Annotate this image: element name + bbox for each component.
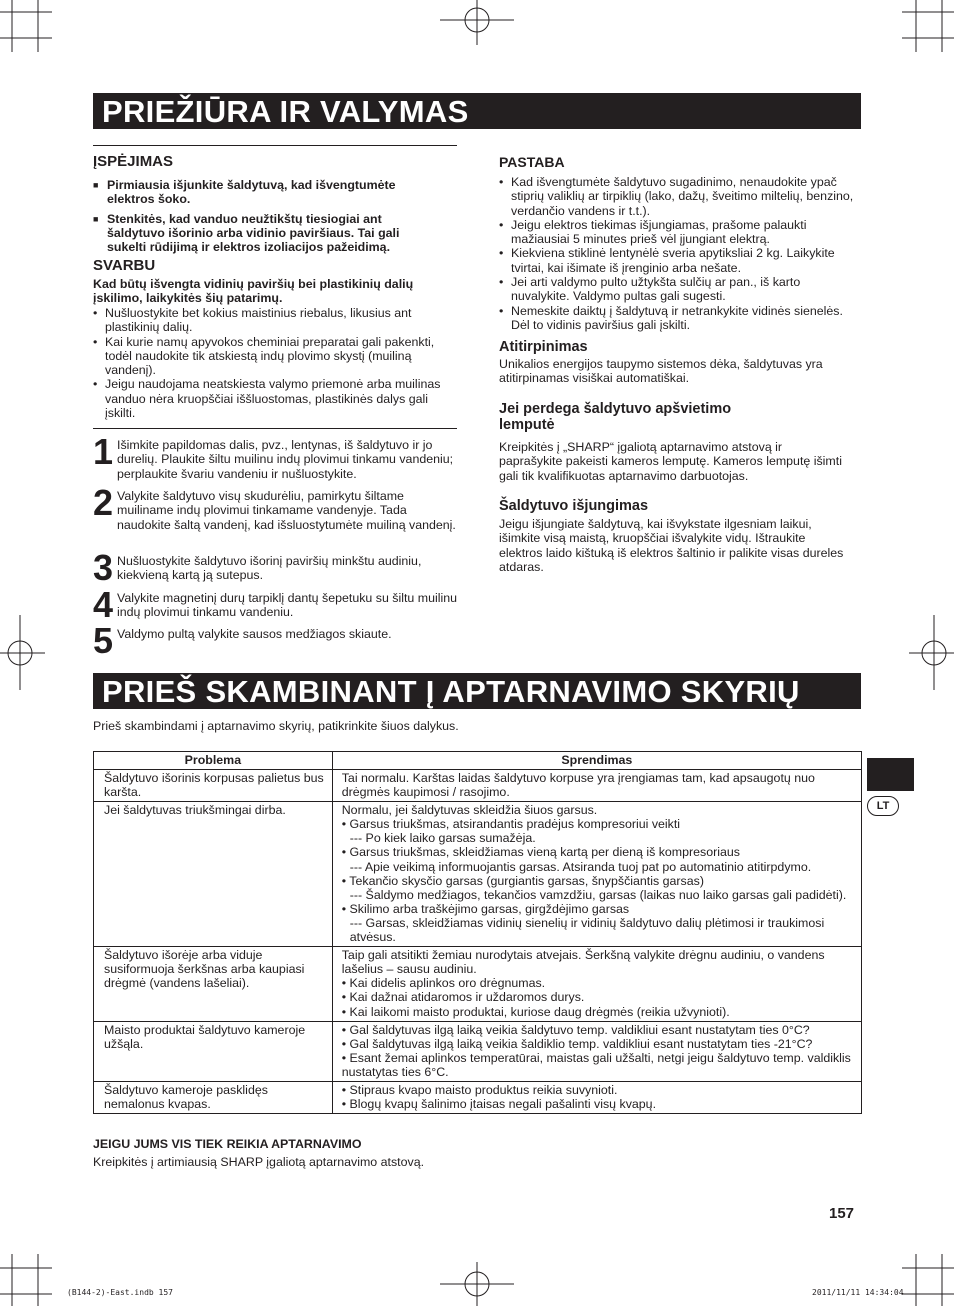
important-heading: SVARBU xyxy=(93,257,156,274)
important-item: • Jeigu naudojama neatskiesta valymo priemonė arba muilinas vanduo nėra kruopščiai iššluostomas, plastikinės dalys gali įskilti. xyxy=(93,377,451,420)
divider xyxy=(93,428,457,429)
important-intro: Kad būtų išvengta vidinių paviršių bei plastikinių dalių įskilimo, laikykitės šių patarimų. xyxy=(93,277,414,306)
print-file-info: (B144-2)-East.indb 157 xyxy=(67,1288,173,1297)
table-body xyxy=(94,770,862,1114)
table-row xyxy=(94,802,862,947)
solution-line: --- Po kiek laiko garsas sumažėja. xyxy=(349,831,536,846)
lamp-heading xyxy=(499,401,731,433)
page-number: 157 xyxy=(829,1205,855,1222)
warning-heading: ĮSPĖJIMAS xyxy=(93,153,174,170)
problem-cell: Šaldytuvo išorėje arba viduje susiformuoja šerkšnas arba kaupiasi drėgmė (vandens lašeliai). xyxy=(94,947,333,1021)
step-number: 5 xyxy=(93,620,114,661)
lamp-heading-line: Jei perdega šaldytuvo apšvietimo xyxy=(499,401,732,417)
step-number: 3 xyxy=(93,547,114,588)
switchoff-heading: Šaldytuvo išjungimas xyxy=(499,498,649,514)
warning-item: ■ Stenkitės, kad vanduo neužtikštų tiesiogiai ant šaldytuvo išorinio arba vidinio paviršiaus. Tai gali sukelti rūdijimą ir elektros izoliacijos pažeidimą. xyxy=(93,212,433,255)
solution-line: • Gal šaldytuvas ilgą laiką veikia šaldiklio temp. valdikliui esant nustatytam ties -21°C? xyxy=(341,1036,813,1051)
note-list xyxy=(499,175,857,332)
troubleshooting-table xyxy=(93,751,862,1114)
table-row xyxy=(94,1021,862,1081)
note-item: • Kad išvengtumėte šaldytuvo sugadinimo, nenaudokite ypač stiprių valiklių ar tirpiklių (lako, dažų, šveitimo miltelių, benzino, verdančio vandens ir t.t.). xyxy=(499,175,857,218)
defrost-heading: Atitirpinimas xyxy=(499,339,588,355)
solution-line: • Skilimo arba traškėjimo garsas, girgždėjimo garsas xyxy=(341,901,630,916)
note-item: • Jeigu elektros tiekimas išjungiamas, prašome palaukti mažiausiai 5 minutes prieš vėl įjungiant elektrą. xyxy=(499,218,857,247)
step-text: Nušluostykite šaldytuvo išorinį paviršių minkštu audiniu, kiekvieną kartą ją sutepus. xyxy=(117,554,422,583)
solution-line: • Kai dažnai atidaromos ir uždaromos durys. xyxy=(341,990,585,1005)
switchoff-text: Jeigu išjungiate šaldytuvą, kai išvykstate ilgesniam laikui, išimkite visą maistą, kruopščiai išvalykite vidų. Ištraukite elektros laido kištuką iš elektros šaltinio ir palikite visas dureles atdaras. xyxy=(499,517,844,574)
column-header: Sprendimas xyxy=(332,752,861,770)
important-item: • Nušluostykite bet kokius maistinius riebalus, likusius ant plastikinių dalių. xyxy=(93,306,451,335)
solution-line: --- Apie veikimą informuojantis garsas. Atsiranda tuoj pat po automatinio atitirpdymo. xyxy=(349,859,812,874)
solution-line: --- Šaldymo medžiagos, tekančios vamzdžiu, garsas (laikas nuo laiko garsas gali padidėti). xyxy=(349,887,847,902)
column-header: Problema xyxy=(94,752,333,770)
step-number: 1 xyxy=(93,431,114,472)
warning-list xyxy=(93,178,433,259)
note-item: • Jei arti valdymo pulto užtykšta sulčių ar pan., iš karto nuvalykite. Valdymo pultas gali sugesti. xyxy=(499,275,857,304)
solution-line: • Kai didelis aplinkos oro drėgnumas. xyxy=(341,976,546,991)
solution-cell xyxy=(332,947,861,1021)
step-text: Valykite šaldytuvo visų skudurėliu, pamirkytu šiltame muiliname indų plovimui tinkamame vandenyje. Tada naudokite šaltą vandenį, kad išsluostytumėte muiliną vandenį. xyxy=(117,489,456,532)
warning-item: ■ Pirmiausia išjunkite šaldytuvą, kad išvengtumėte elektros šoko. xyxy=(93,178,433,207)
language-tab-block xyxy=(867,758,914,791)
note-item: • Kiekviena stiklinė lentynėlė sveria apytiksliai 2 kg. Laikykite tvirtai, kai išimate iš įrenginio arba nešate. xyxy=(499,246,857,275)
service-heading: JEIGU JUMS VIS TIEK REIKIA APTARNAVIMO xyxy=(93,1137,362,1151)
table-row xyxy=(94,1081,862,1113)
table-row xyxy=(94,947,862,1021)
defrost-text: Unikalios energijos taupymo sistemos dėka, šaldytuvas yra atitirpinamas visiškai automatiškai. xyxy=(499,357,823,386)
divider xyxy=(93,145,457,146)
step-text: Valdymo pultą valykite sausos medžiagos skiaute. xyxy=(117,627,392,641)
solution-line: Taip gali atsitikti žemiau nurodytais atvejais. Šerkšną valykite drėgnu audiniu, o vandens lašelius – sausu audiniu. xyxy=(341,948,825,977)
note-item: • Nemeskite daiktų į šaldytuvą ir netrankykite vidinės sienelės. Dėl to vidinis paviršius gali įskilti. xyxy=(499,304,857,333)
solution-line: • Garsus triukšmas, atsirandantis pradėjus kompresoriui veikti xyxy=(341,817,681,832)
solution-line: • Gal šaldytuvas ilgą laiką veikia šaldytuvo temp. valdikliui esant nustatytam ties 0°C? xyxy=(341,1022,810,1037)
table-header-row xyxy=(94,752,862,770)
section-title: PRIEŠ SKAMBINANT Į APTARNAVIMO SKYRIŲ xyxy=(102,674,800,709)
solution-line: • Esant žemai aplinkos temperatūrai, maistas gali užšalti, netgi jeigu šaldytuvo temp. valdiklis nustatytas ties 6°C. xyxy=(341,1050,851,1079)
step-number: 4 xyxy=(93,584,114,625)
solution-cell xyxy=(332,1081,861,1113)
important-item: • Kai kurie namų apyvokos cheminiai preparatai gali pakenkti, todėl naudokite tik atskiestą indų plovimo skystį (muiliną vandenį). xyxy=(93,335,451,378)
troubleshoot-intro: Prieš skambindami į aptarnavimo skyrių, patikrinkite šiuos dalykus. xyxy=(93,719,459,733)
section-title-bar xyxy=(93,673,861,709)
solution-cell xyxy=(332,770,861,802)
solution-line: Normalu, jei šaldytuvas skleidžia šiuos garsus. xyxy=(341,803,598,818)
table-row xyxy=(94,770,862,802)
solution-line: • Tekančio skysčio garsas (gurgiantis garsas, šnypščiantis garsas) xyxy=(341,873,704,888)
note-heading: PASTABA xyxy=(499,154,565,170)
important-list xyxy=(93,306,451,420)
step-text: Valykite magnetinį durų tarpiklį dantų šepetuku su šiltu muilinu indų plovimui tinkamu vandeniu. xyxy=(117,591,458,620)
solution-line: --- Garsas, skleidžiamas vidinių sienelių ir vidinių šaldytuvo dalių plėtimosi ir traukimosi atvėsus. xyxy=(349,915,825,945)
problem-cell: Jei šaldytuvas triukšmingai dirba. xyxy=(94,802,333,947)
service-text: Kreipkitės į artimiausią SHARP įgaliotą aptarnavimo atstovą. xyxy=(93,1155,425,1169)
problem-cell: Šaldytuvo išorinis korpusas palietus bus karšta. xyxy=(94,770,333,802)
solution-line: • Blogų kvapų šalinimo įtaisas negali pašalinti visų kvapų. xyxy=(341,1097,657,1112)
step-number: 2 xyxy=(93,482,114,523)
solution-line: Tai normalu. Karštas laidas šaldytuvo korpuse yra įrengiamas tam, kad apsaugotų nuo drėgmės kaupimosi / rasojimo. xyxy=(341,771,815,800)
step-text: Išimkite papildomas dalis, pvz., lentynas, iš šaldytuvo ir jo durelių. Plaukite šiltu muilinu indų plovimui tinkamu vandeniu; perplaukite švariu vandeniu ir nušluostykite. xyxy=(117,438,454,481)
problem-cell: Maisto produktai šaldytuvo kameroje užšąla. xyxy=(94,1021,333,1081)
section-title-bar xyxy=(93,93,861,129)
solution-cell xyxy=(332,1021,861,1081)
solution-cell xyxy=(332,802,861,947)
lamp-heading-line: lemputė xyxy=(499,417,555,433)
solution-line: • Kai laikomi maisto produktai, kuriose daug drėgmės (reikia užvynioti). xyxy=(341,1004,730,1019)
language-badge: LT xyxy=(867,796,899,816)
print-datetime: 2011/11/11 14:34:04 xyxy=(812,1288,904,1297)
solution-line: • Stipraus kvapo maisto produktus reikia suvynioti. xyxy=(341,1082,618,1097)
section-title: PRIEŽIŪRA IR VALYMAS xyxy=(102,94,469,129)
lamp-text: Kreipkitės į „SHARP“ įgaliotą aptarnavimo atstovą ir paprašykite pakeisti kameros lemputę. Kameros lemputę išimti gali tik kvalifikuotas aptarnavimo darbuotojas. xyxy=(499,440,842,483)
problem-cell: Šaldytuvo kameroje pasklidęs nemalonus kvapas. xyxy=(94,1081,333,1113)
solution-line: • Garsus triukšmas, skleidžiamas vieną kartą per dieną iš kompresoriaus xyxy=(341,845,740,860)
